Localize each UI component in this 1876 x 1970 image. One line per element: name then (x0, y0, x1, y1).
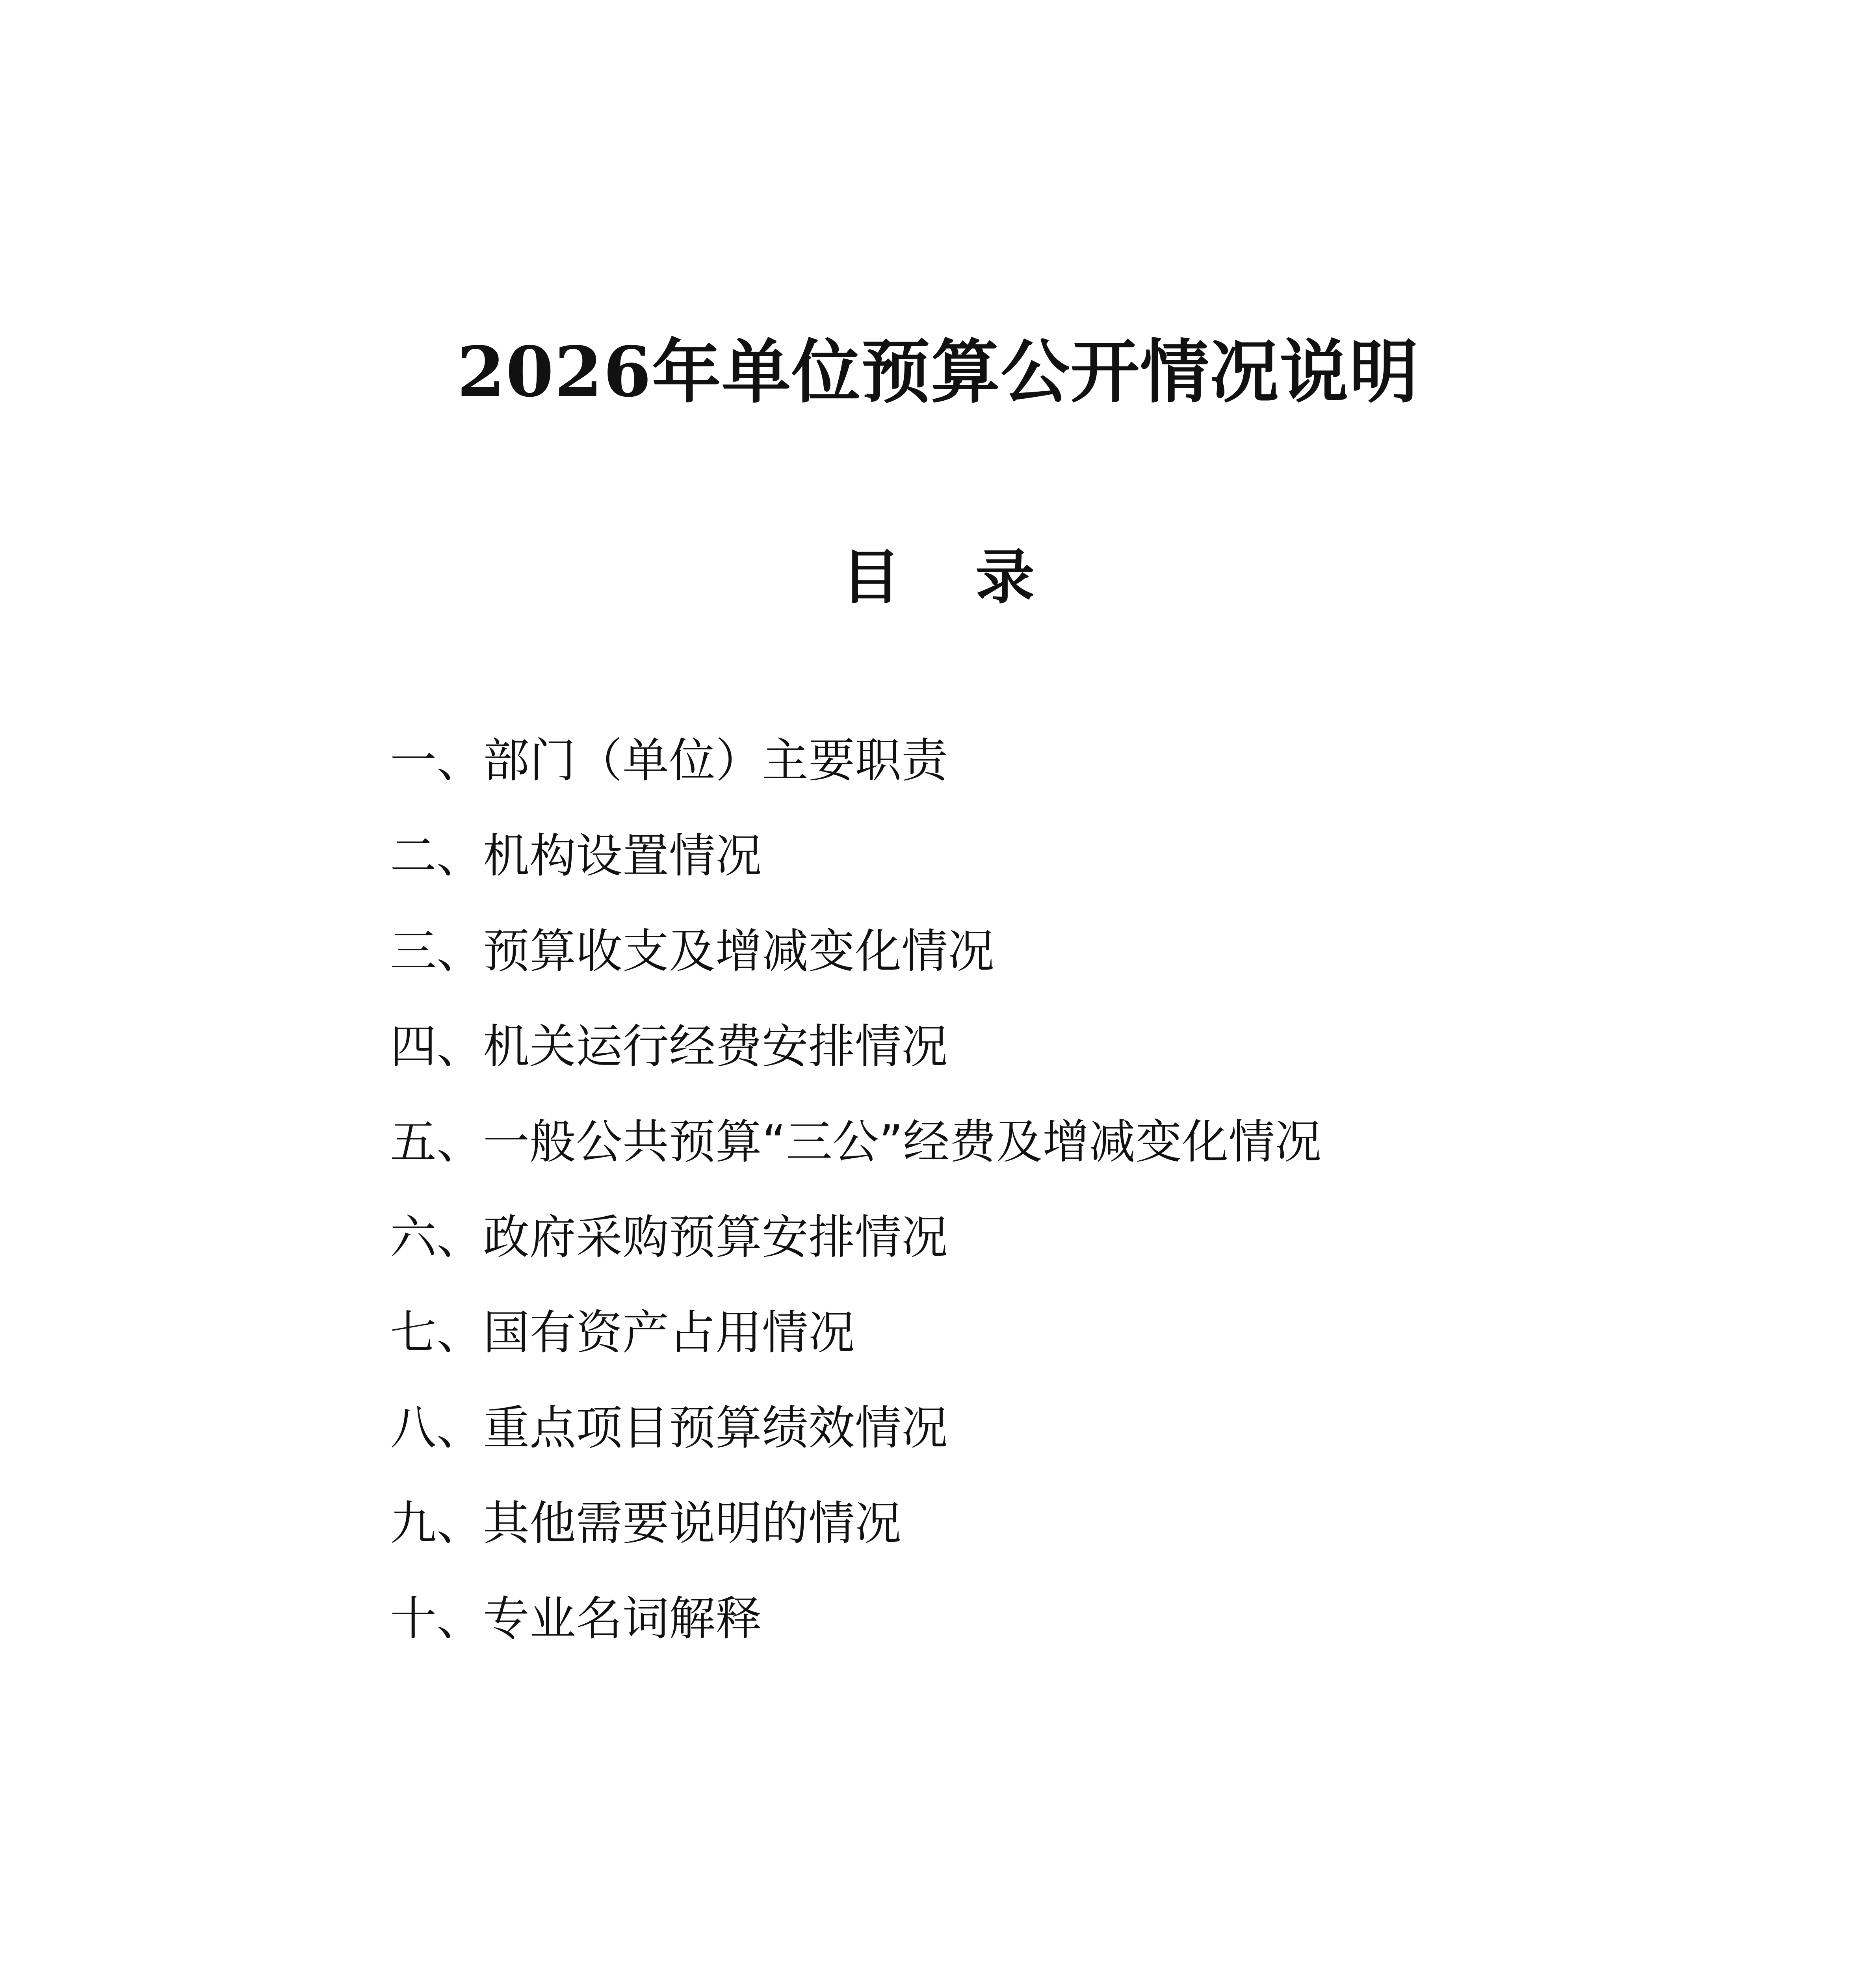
toc-heading-char-1: 目 (841, 543, 901, 612)
toc-item-label: 专业名词解释 (483, 1591, 762, 1646)
toc-item[interactable] (390, 1400, 1321, 1496)
toc-heading-char-2: 录 (975, 543, 1035, 612)
toc-item-number: 二、 (390, 829, 483, 883)
toc-item[interactable] (390, 1496, 1321, 1591)
toc-item[interactable] (390, 1305, 1321, 1400)
toc-heading (0, 538, 1876, 617)
toc-item[interactable] (390, 1210, 1321, 1305)
toc-item-number: 四、 (390, 1019, 483, 1074)
toc-item[interactable] (390, 733, 1321, 828)
toc-item-label: 其他需要说明的情况 (483, 1496, 902, 1550)
toc-item-label: 重点项目预算绩效情况 (483, 1401, 948, 1455)
toc-item-number: 十、 (390, 1591, 483, 1646)
toc-item[interactable] (390, 1114, 1321, 1210)
toc-item-number: 六、 (390, 1210, 483, 1264)
toc-item-number: 三、 (390, 924, 483, 978)
toc-item-label: 部门（单位）主要职责 (483, 733, 948, 788)
toc-item-number: 九、 (390, 1496, 483, 1550)
toc-item-number: 五、 (390, 1115, 483, 1169)
toc-item-number: 七、 (390, 1305, 483, 1360)
toc-item-number: 一、 (390, 733, 483, 788)
toc-item-label: 政府采购预算安排情况 (483, 1210, 948, 1264)
toc-item-label: 一般公共预算“三公”经费及增减变化情况 (483, 1115, 1322, 1169)
toc-list (390, 733, 1321, 1686)
toc-item[interactable] (390, 1019, 1321, 1114)
toc-item-label: 预算收支及增减变化情况 (483, 924, 995, 978)
toc-item-label: 国有资产占用情况 (483, 1305, 855, 1360)
toc-item[interactable] (390, 1591, 1321, 1686)
toc-item-number: 八、 (390, 1401, 483, 1455)
toc-item-label: 机关运行经费安排情况 (483, 1019, 948, 1074)
toc-item-label: 机构设置情况 (483, 829, 762, 883)
document-title: 2026年单位预算公开情况说明 (457, 332, 1419, 413)
toc-item[interactable] (390, 828, 1321, 924)
toc-item[interactable] (390, 924, 1321, 1019)
